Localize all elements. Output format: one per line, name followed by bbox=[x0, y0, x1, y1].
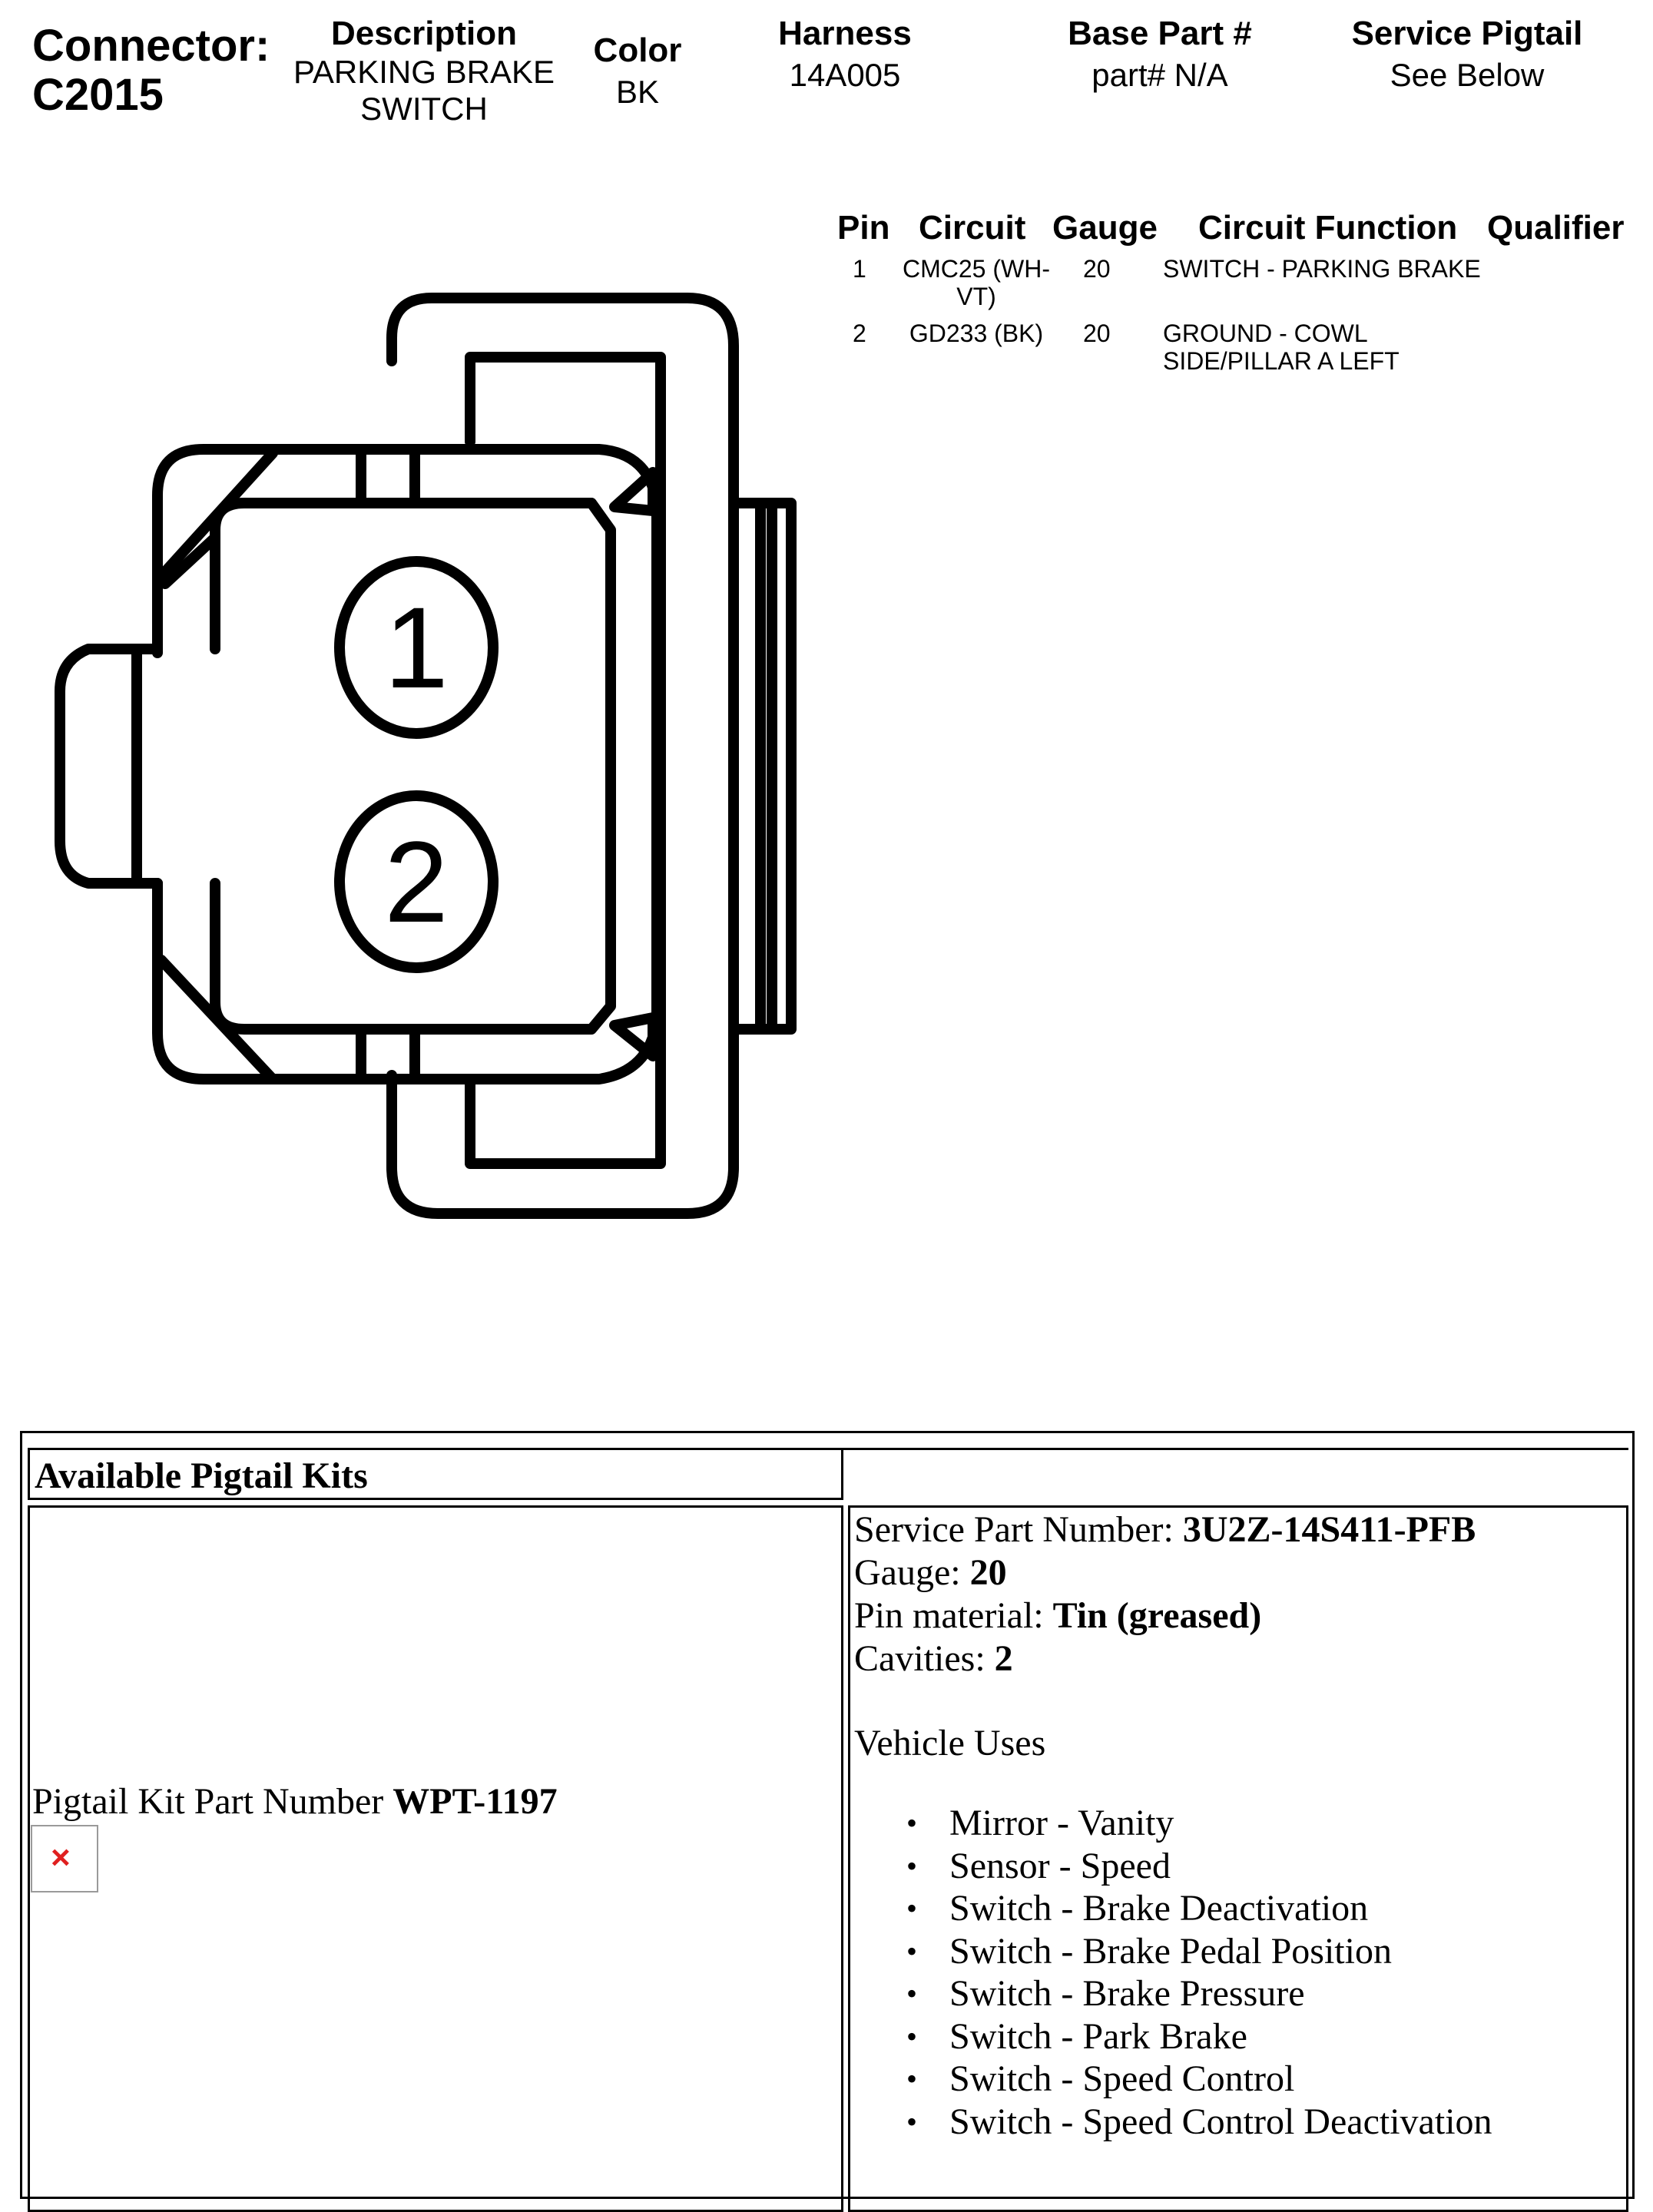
circuit-line: GD233 (BK) bbox=[909, 320, 1044, 347]
function-cell bbox=[1163, 320, 1400, 375]
base-part-value: part# N/A bbox=[1092, 57, 1228, 93]
function-line: SWITCH - PARKING BRAKE bbox=[1163, 255, 1481, 283]
pin-label-1: 1 bbox=[384, 583, 449, 712]
list-item: • Mirror - Vanity bbox=[906, 1802, 1492, 1845]
service-part-label: Service Part Number: bbox=[854, 1509, 1183, 1550]
kit-label: Pigtail Kit Part Number bbox=[32, 1781, 393, 1822]
circuit-cell bbox=[896, 320, 1057, 347]
pigtail-heading-cell bbox=[28, 1448, 843, 1500]
list-item: • Switch - Speed Control bbox=[906, 2058, 1492, 2101]
circuit-header: Circuit bbox=[919, 209, 1026, 247]
list-item: • Switch - Park Brake bbox=[906, 2015, 1492, 2058]
description-line2: SWITCH bbox=[360, 91, 488, 127]
color-value: BK bbox=[615, 74, 660, 110]
cavities-line bbox=[854, 1637, 1013, 1681]
left-tab-outline bbox=[60, 649, 157, 883]
list-item: • Switch - Speed Control Deactivation bbox=[906, 2101, 1492, 2144]
list-item: • Switch - Brake Pedal Position bbox=[906, 1930, 1492, 1973]
bottom-latch-triangle bbox=[614, 1018, 653, 1056]
pin-material-line bbox=[854, 1594, 1261, 1637]
circuit-line: CMC25 (WH- bbox=[903, 255, 1050, 283]
pin-number: 2 bbox=[853, 320, 866, 347]
gauge-value: 20 bbox=[969, 1552, 1007, 1593]
pin-material-value: Tin (greased) bbox=[1052, 1595, 1262, 1636]
color-label: Color bbox=[593, 31, 682, 69]
function-line: SIDE/PILLAR A LEFT bbox=[1163, 347, 1400, 375]
gauge-label: Gauge: bbox=[854, 1552, 970, 1593]
base-part-label: Base Part # bbox=[1068, 15, 1252, 52]
vehicle-uses-label: Vehicle Uses bbox=[854, 1723, 1046, 1763]
service-pigtail-value: See Below bbox=[1390, 57, 1545, 93]
circuit-line: VT) bbox=[956, 283, 996, 310]
function-cell bbox=[1163, 255, 1481, 283]
service-pigtail-column bbox=[1321, 14, 1613, 94]
list-item: • Switch - Brake Pressure bbox=[906, 1972, 1492, 2015]
gauge-line bbox=[854, 1551, 1007, 1594]
pin-material-label: Pin material: bbox=[854, 1595, 1053, 1636]
pigtail-heading: Available Pigtail Kits bbox=[35, 1455, 368, 1496]
base-part-column bbox=[1029, 14, 1290, 94]
pin-label-2: 2 bbox=[384, 817, 449, 946]
harness-label: Harness bbox=[778, 15, 912, 52]
pin-header: Pin bbox=[837, 209, 890, 247]
circuit-function-header: Circuit Function bbox=[1198, 209, 1458, 247]
outer-body-outline bbox=[157, 449, 657, 1079]
broken-image-x: × bbox=[51, 1839, 71, 1876]
service-part-value: 3U2Z-14S411-PFB bbox=[1182, 1509, 1476, 1550]
description-label: Description bbox=[330, 15, 518, 52]
list-item: • Switch - Brake Deactivation bbox=[906, 1887, 1492, 1930]
vehicle-uses-list bbox=[906, 1802, 1492, 2143]
qualifier-header: Qualifier bbox=[1487, 209, 1625, 247]
connector-label: Connector: bbox=[32, 21, 270, 71]
broken-image-icon bbox=[31, 1825, 98, 1892]
service-part-line bbox=[854, 1508, 1476, 1551]
gauge-cell: 20 bbox=[1083, 255, 1111, 283]
inner-body-outline bbox=[215, 503, 611, 1029]
connector-id: C2015 bbox=[32, 70, 164, 120]
gauge-cell: 20 bbox=[1083, 320, 1111, 347]
kit-number: WPT-1197 bbox=[393, 1781, 558, 1822]
function-line: GROUND - COWL bbox=[1163, 320, 1368, 347]
service-pigtail-label: Service Pigtail bbox=[1351, 15, 1583, 52]
top-latch-triangle bbox=[614, 472, 653, 511]
connector-face-diagram bbox=[0, 0, 845, 1267]
harness-value: 14A005 bbox=[789, 57, 901, 93]
empty-header-cell bbox=[843, 1448, 1628, 1500]
pigtail-kit-number bbox=[32, 1780, 558, 1823]
pin-number: 1 bbox=[853, 255, 866, 283]
cavities-value: 2 bbox=[994, 1638, 1013, 1679]
gauge-header: Gauge bbox=[1052, 209, 1158, 247]
cavities-label: Cavities: bbox=[854, 1638, 995, 1679]
description-line1: PARKING BRAKE bbox=[293, 54, 555, 90]
pigtail-kit-cell bbox=[28, 1505, 843, 2212]
circuit-cell bbox=[896, 255, 1057, 310]
list-item: • Sensor - Speed bbox=[906, 1845, 1492, 1888]
